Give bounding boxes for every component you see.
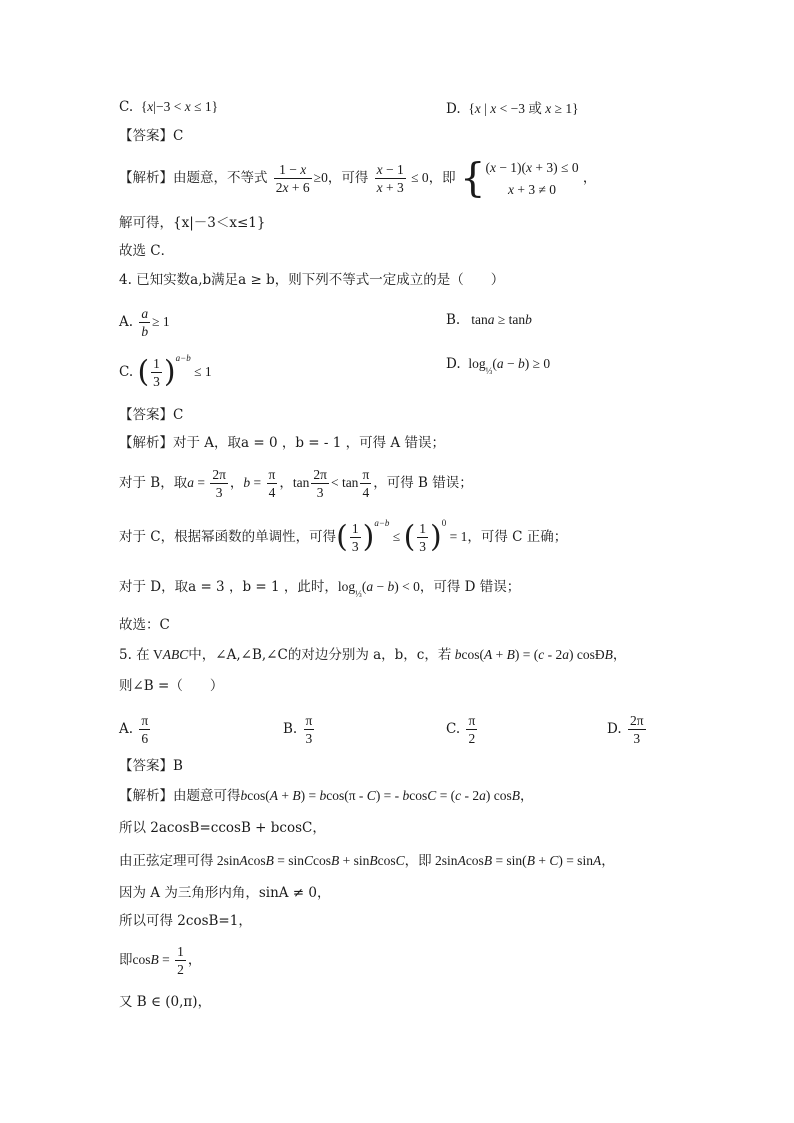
option-label: B. [446,312,461,328]
brace-icon: { [459,155,486,202]
q5-analysis-line2: 所以 2acosB=ccosB + bcosC， [119,820,326,836]
q4-analysis-line4: 对于 D，取a = 3 ，b = 1 ，此时，$\log_{\frac{1}{3}}(a - b) < 0$，可得 D 错误； [119,579,521,599]
answer-value: B [173,758,183,774]
analysis-text: 对于 C，根据幂函数的单调性，可得 [119,529,337,545]
option-label: D. [446,356,461,372]
fraction: $\frac{\pi}{4}$ [362,467,370,500]
fraction: $\frac{\pi}{3}$ [305,713,313,746]
q3-solve: 解可得，{x|－3＜x≤1} [119,215,266,231]
fraction: $\frac{\pi}{6}$ [141,713,149,746]
option-label: D. [607,721,622,737]
option-label: A. [119,314,134,330]
q4-option-d: D. $\log_{\frac{1}{3}}(a - b) \ge 0$ [446,356,551,376]
analysis-text: ，可得 [327,170,369,186]
q4-answer [119,405,183,425]
q4-analysis-line3: 对于 C，根据幂函数的单调性，可得( $\frac{1}{3}$ )$^{a-b}$ ≤ ( $\frac{1}{3}$ )$^0$ = 1，可得 C 正确； [119,518,568,555]
q4-analysis-line2: 对于 B，取a = $\frac{2\pi}{3}$ ，b = $\frac{\pi}{4}$ ，tan $\frac{2\pi}{3}$ < tan $\frac{\pi}{4}$ ，可得 B 错误； [119,467,473,500]
q3-answer [119,126,183,146]
inequality-system: (x − 1)(x + 3) ≤ 0 x + 3 ≠ 0 [485,159,579,197]
q5-option-a [119,709,152,749]
q5-analysis-line7: 又 B ∈ (0,π)， [119,994,212,1010]
fraction: $\frac{1}{3}$ [419,521,427,554]
analysis-label: 【解析】 [119,788,173,804]
fraction: $\frac{a}{b}$ [141,306,149,339]
analysis-text: ，即 [428,170,456,186]
q5-analysis-line1: 【解析】由题意可得bcos(A + B) = bcos(π - C) = - bcosC = (c - 2a) cosB， [119,788,534,804]
fraction: $\frac{1 - x}{2x + 6}$ [275,162,310,195]
fraction: $\frac{1}{3}$ [153,356,160,389]
fraction: $\frac{2\pi}{3}$ [212,467,226,500]
fraction: $\frac{\pi}{4}$ [268,467,276,500]
stem-text: 5. 在 [119,647,150,663]
analysis-label: 【解析】 [119,435,173,451]
q5-stem-line2: 则∠B =（ ） [119,678,224,694]
analysis-text: 由题意可得 [173,788,241,804]
q5-option-b [283,709,316,749]
answer-label: 【答案】 [119,128,173,144]
analysis-label: 【解析】 [119,170,173,186]
q5-stem-line1: 5. 在 VABC中，∠A,∠B,∠C的对边分别为 a，b，c，若 bcos(A + B) = (c - 2a) cosÐB， [119,647,627,663]
q5-answer [119,756,183,776]
option-label: A. [119,721,134,737]
q4-analysis-line1 [119,433,445,453]
q5-analysis-line3: 由正弦定理可得 2sinAcosB = sinCcosB + sinBcosC，即 2sinAcosB = sin(B + C) = sinA， [119,853,615,869]
analysis-text: 对于 B，取 [119,475,188,491]
q4-option-b: B. tana ≥ tanb [446,312,532,328]
q5-option-c [446,709,479,749]
q3-option-d [446,97,579,117]
q5-option-d [607,709,648,749]
fraction: $\frac{2\pi}{3}$ [629,713,644,746]
option-label: B. [283,721,298,737]
q5-analysis-line6: 即cosB = $\frac{1}{2}$ ， [119,944,202,977]
analysis-text: 由题意，不等式 [173,170,268,186]
fraction: $\frac{1}{3}$ [351,521,359,554]
q5-analysis-line4: 因为 A 为三角形内角，sinA ≠ 0， [119,885,331,901]
analysis-text: ，可得 B 错误； [373,475,473,491]
option-label: C. [446,721,461,737]
option-label: D. [446,101,461,117]
q4-option-c: C. ( $\frac{1}{3}$ )$^{a-b}$ ≤ 1 [119,353,212,390]
q3-option-c [119,97,218,117]
option-c-math: {x|−3 < x ≤ 1} [137,99,219,114]
fraction: $\frac{2\pi}{3}$ [313,467,327,500]
analysis-text: 即 [119,952,133,968]
answer-label: 【答案】 [119,407,173,423]
q4-option-a: A. $\frac{a}{b}$ ≥ 1 [119,306,170,339]
answer-label: 【答案】 [119,758,173,774]
q3-analysis-line1: 【解析】由题意，不等式 $\frac{1 - x}{2x + 6}$ ≥0，可得 $\frac{x - 1}{x + 3}$ ≤ 0，即 {(x − 1)(x + 3) ≤ 0 x + 3 ≠ 0 ， [119,155,597,202]
answer-value: C [173,407,184,423]
answer-value: C [173,128,184,144]
analysis-text: ，可得 C 正确； [467,529,568,545]
fraction: $\frac{1}{2}$ [177,944,184,977]
q3-conclusion: 故选 C． [119,243,175,259]
q4-stem: 4. 已知实数a,b满足a ≥ b，则下列不等式一定成立的是（ ） [119,272,505,288]
q5-analysis-line5: 所以可得 2cosB=1， [119,913,252,929]
analysis-text: 对于 A，取a = 0 ，b = - 1 ，可得 A 错误； [173,435,445,451]
analysis-text: 对于 D，取a = 3 ，b = 1 ，此时， [119,579,338,595]
q4-conclusion: 故选：C [119,617,170,633]
fraction: $\frac{x - 1}{x + 3}$ [376,162,404,195]
stem-text: 中，∠A,∠B,∠C的对边分别为 a，b，c，若 [188,647,452,663]
fraction: $\frac{\pi}{2}$ [468,713,476,746]
option-d-math: {x | x < −3 或 x ≥ 1} [464,101,579,116]
option-label: C. [119,364,134,380]
analysis-text: 由正弦定理可得 [119,853,214,869]
option-label: C. [119,99,134,115]
analysis-text: ，可得 D 错误； [419,579,521,595]
